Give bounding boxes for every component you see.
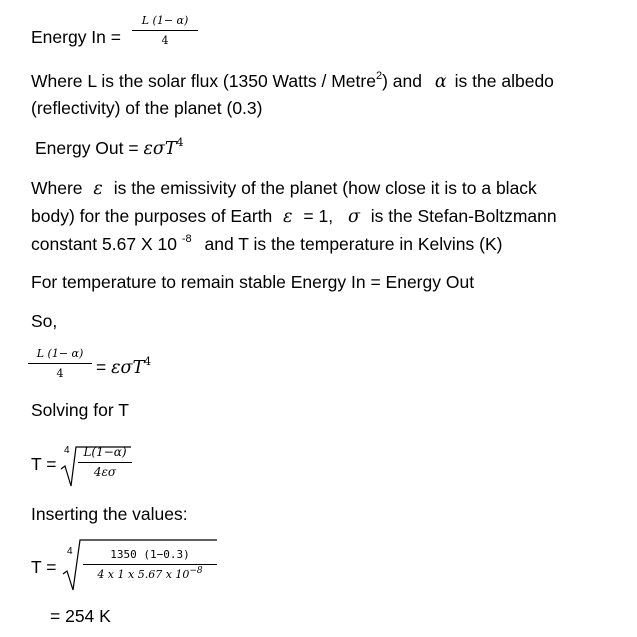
- equation-rhs-formula: εσT: [111, 358, 145, 378]
- stability-line: For temperature to remain stable Energy In = Energy Out: [31, 272, 475, 292]
- root-index: 4: [64, 445, 70, 456]
- equals-one: = 1,: [303, 206, 334, 226]
- emissivity-where: Where: [31, 178, 83, 198]
- equation-numerator: L (1− α): [36, 347, 84, 360]
- equation-denominator: 4: [56, 367, 64, 380]
- alpha-symbol: α: [434, 72, 447, 92]
- t-label: T =: [31, 454, 57, 474]
- sigma-symbol: σ: [347, 207, 360, 227]
- constant-text: constant 5.67 X 10: [31, 234, 177, 254]
- reflectivity-line: (reflectivity) of the planet (0.3): [31, 98, 263, 118]
- so-label: So,: [31, 311, 58, 331]
- values-denominator-text: 4 x 1 x 5.67 x 10: [97, 568, 190, 581]
- constant-exponent: -8: [181, 233, 192, 245]
- root-numerator: L(1−α): [83, 445, 127, 459]
- stefan-text: is the Stefan-Boltzmann: [370, 206, 557, 226]
- energy-out-formula: εσT: [143, 139, 177, 159]
- energy-in-denominator: 4: [161, 34, 169, 47]
- values-numerator: 1350 (1−0.3): [110, 548, 190, 561]
- energy-out-exponent: 4: [176, 136, 184, 149]
- values-denominator-exponent: −8: [189, 566, 203, 576]
- values-fraction: [83, 548, 217, 583]
- equation-rhs-exponent: 4: [144, 355, 152, 368]
- fraction-bar: [83, 564, 217, 565]
- earth-text: body) for the purposes of Earth: [31, 206, 273, 226]
- solar-flux-text: Where L is the solar flux (1350 Watts / Metre: [31, 71, 376, 91]
- energy-in-numerator: L (1− α): [141, 14, 189, 27]
- solar-flux-exponent: 2: [375, 70, 383, 82]
- equation-equals: =: [96, 357, 107, 377]
- energy-in-label: Energy In =: [31, 27, 121, 47]
- epsilon-symbol: ε: [93, 179, 103, 199]
- inserting-label: Inserting the values:: [31, 504, 188, 524]
- root-index-2: 4: [67, 546, 73, 557]
- emissivity-text: is the emissivity of the planet (how close it is to a black: [113, 178, 537, 198]
- epsilon-symbol-2: ε: [283, 207, 293, 227]
- values-denominator: [83, 568, 217, 583]
- root-denominator: 4εσ: [93, 465, 117, 479]
- solar-flux-post: ) and: [382, 71, 422, 91]
- t-label-2: T =: [31, 557, 57, 577]
- albedo-text: is the albedo: [454, 71, 554, 91]
- kelvin-text: and T is the temperature in Kelvins (K): [204, 234, 503, 254]
- energy-out-label: Energy Out =: [35, 138, 139, 158]
- solving-label: Solving for T: [31, 400, 129, 420]
- result-line: = 254 K: [50, 606, 111, 626]
